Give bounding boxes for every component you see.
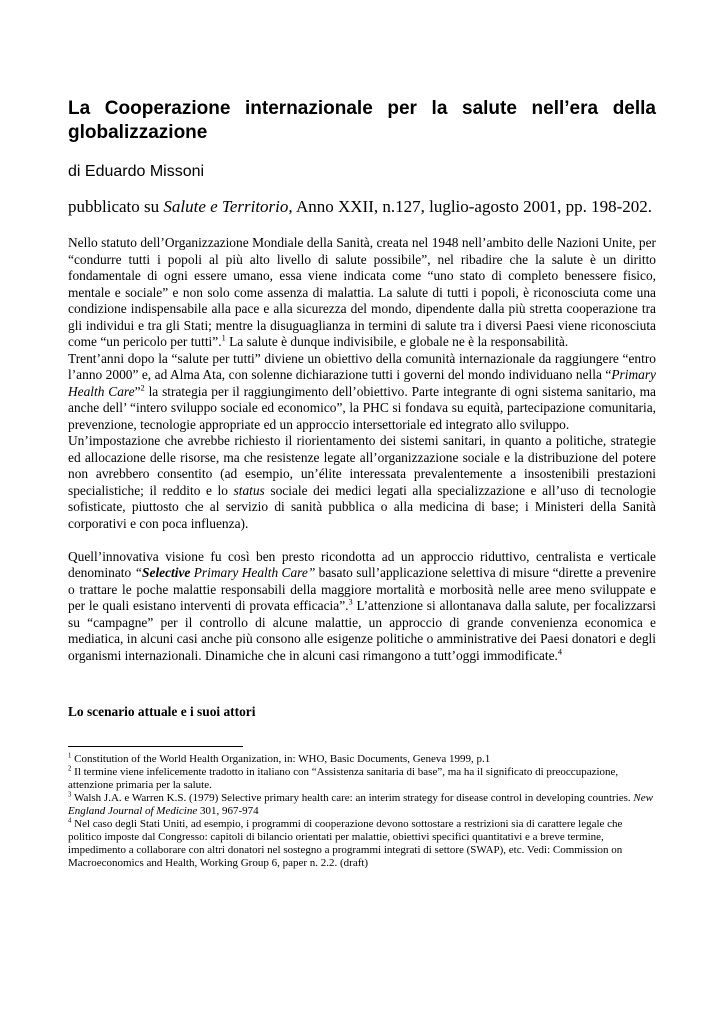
publication-prefix: pubblicato su xyxy=(68,197,164,216)
paragraph-4-text-b: basato sull’applicazione selettiva di misure “dirette a prevenire o trattare le poche malattie responsabili della maggiore mortalità e morbosità nelle aree meno sviluppate e per le quali esistano interventi di provata efficacia”. xyxy=(68,565,656,613)
footnote-1 xyxy=(68,753,656,766)
footnote-2 xyxy=(68,766,656,792)
footnote-3-text-b: 301, 967-974 xyxy=(197,805,259,817)
paragraph-4-bold-italic: Selective xyxy=(142,565,191,580)
paragraph-4-italic: Primary Health Care” xyxy=(190,565,316,580)
footnote-ref-1: 1 xyxy=(221,333,226,343)
footnote-3-journal: New England Journal of Medicine xyxy=(68,792,653,817)
footnote-3 xyxy=(68,792,656,818)
footnote-3-text-a: Walsh J.A. e Warren K.S. (1979) Selective primary health care: an interim strategy for disease control in developing countries. xyxy=(71,792,634,804)
paragraph-3-text-b: sociale dei medici legati alla specializzazione e all’uso di tecnologie sofisticate, piuttosto che al servizio di sanità pubblica o alla medicina di base; i Ministeri della Sanità corporativi e con poca influenza). xyxy=(68,482,656,531)
paragraph-1 xyxy=(68,235,656,351)
paragraph-4-text-c: L’attenzione si allontanava dalla salute, per focalizzarsi su “campagne” per il controllo di alcune malattie, un approccio di grande convenienza economica e mediatica, in alcuni casi anche più consono alle esigenze politiche o amministrative dei Paesi donatori e degli organismi internazionali. Dinamiche che in alcuni casi rimangono a tutt’oggi immodificate. xyxy=(68,598,656,663)
footnote-1-text: Constitution of the World Health Organization, in: WHO, Basic Documents, Geneva 1999, p.1 xyxy=(71,753,491,765)
paragraph-3 xyxy=(68,433,656,532)
paragraph-4-text-a: Quell’innovativa visione fu così ben presto ricondotta ad un approccio riduttivo, centralista e verticale denominato xyxy=(68,548,656,580)
journal-name: Salute e Territorio, xyxy=(163,197,293,216)
paragraph-2-text-b: ” xyxy=(134,383,141,399)
footnote-2-number: 2 xyxy=(68,765,72,773)
paragraph-2 xyxy=(68,351,656,434)
section-heading: Lo scenario attuale e i suoi attori xyxy=(68,704,256,719)
document-title: La Cooperazione internazionale per la salute nell’era della globalizzazione xyxy=(68,98,656,143)
paragraph-1-text-b: La salute è dunque indivisibile, e globale ne è la responsabilità. xyxy=(225,334,569,349)
footnote-4-text: Nel caso degli Stati Uniti, ad esempio, i programmi di cooperazione devono sottostare a restrizioni sia di carattere legale che politico imposte dal Congresso: capitoli di bilancio orientati per malattie, obiettivi specifici quantitativi e a breve termine, impedimento a collaborare con altri donatori nel sostegno a programmi integrati di settore (SWAP), etc. Vedi: Commission on Macroeconomics and Health, Working Group 6, paper n. 2.2. (draft) xyxy=(68,818,623,869)
footnote-separator xyxy=(68,746,243,747)
paragraph-3-italic: status xyxy=(233,482,265,498)
paragraph-2-italic: Primary Health Care xyxy=(68,367,656,399)
paragraph-2-text-c: la strategia per il raggiungimento dell’obiettivo. Parte integrante di ogni sistema sanitario, ma anche dell’ “intero sviluppo sociale ed economico”, la PHC si fondava su equità, partecipazione comunitaria, prevenzione, tecnologie appropriate ed un approccio intersettoriale ed integrato allo sviluppo. xyxy=(68,383,656,432)
footnote-ref-4: 4 xyxy=(557,647,563,657)
author-line: di Eduardo Missoni xyxy=(68,163,205,180)
footnote-1-number: 1 xyxy=(68,752,72,760)
paragraph-1-text-a: Nello statuto dell’Organizzazione Mondiale della Sanità, creata nel 1948 nell’ambito delle Nazioni Unite, per “condurre tutti i popoli al più alto livello di salute possibile”, nel ribadire che la salute è un diritto fondamentale di ogni essere umano, essa viene indicata come “uno stato di completo benessere fisico, mentale e sociale” e non solo come assenza di malattia. La salute di tutti i popoli, è riconosciuta come una condizione indispensabile alla pace e alla sicurezza del mondo, dipendente dalla più stretta cooperazione tra gli individui e tra gli Stati; mentre la disuguaglianza in termini di salute tra i diversi Paesi viene riconosciuta come “un pericolo per tutti”. xyxy=(68,235,656,349)
paragraph-4 xyxy=(68,549,656,665)
footnote-4-number: 4 xyxy=(68,817,72,825)
paragraph-3-text-a: Un’impostazione che avrebbe richiesto il riorientamento dei sistemi sanitari, in quanto a politiche, strategie ed allocazione delle risorse, ma che resistenze legate all’organizzazione sociale e la distribuzione del potere non avrebbero consentito (ad esempio, un’élite interessata prevalentemente a insostenibili prestazioni specialistiche; il reddito e lo xyxy=(68,433,656,498)
footnote-ref-2: 2 xyxy=(140,383,145,393)
paragraph-4-quote-open: “ xyxy=(134,565,143,580)
footnote-3-number: 3 xyxy=(68,791,72,799)
footnote-ref-3: 3 xyxy=(348,597,353,607)
footnote-2-text: Il termine viene infelicemente tradotto in italiano con “Assistenza sanitaria di base”, ma ha il significato di preoccupazione, attenzione primaria per la salute. xyxy=(68,766,619,791)
document-page xyxy=(68,97,656,870)
paragraph-2-text-a: Trent’anni dopo la “salute per tutti” diviene un obiettivo della comunità internazionale da raggiungere “entro l’anno 2000” e, ad Alma Ata, con solenne dichiarazione tutti i governi del mondo individuano nella “ xyxy=(68,350,656,382)
publication-line xyxy=(68,196,656,217)
footnote-4 xyxy=(68,818,656,870)
publication-details: Anno XXII, n.127, luglio-agosto 2001, pp. 198-202. xyxy=(292,197,652,216)
